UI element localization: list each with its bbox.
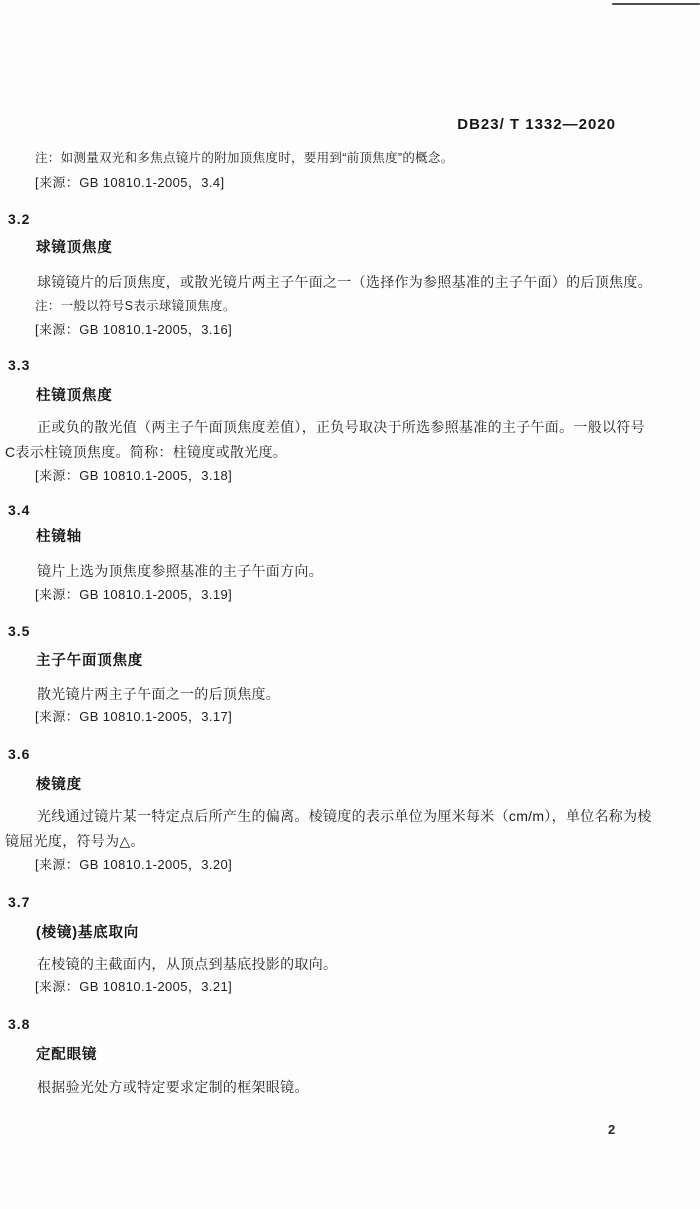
- source-line: [来源：GB 10810.1-2005，3.17]: [35, 709, 233, 724]
- section-number: 3.2: [8, 211, 31, 227]
- note-line: 注：如测量双光和多焦点镜片的附加顶焦度时，要用到“前顶焦度”的概念。: [35, 151, 454, 165]
- page-number: 2: [608, 1122, 616, 1137]
- section-number: 3.6: [8, 746, 31, 762]
- section-number: 3.5: [8, 623, 31, 639]
- term-heading: 主子午面顶焦度: [36, 653, 144, 669]
- term-heading: 柱镜轴: [36, 529, 82, 545]
- source-line: [来源：GB 10810.1-2005，3.18]: [35, 468, 233, 483]
- source-line: [来源：GB 10810.1-2005，3.20]: [35, 857, 233, 872]
- section-number: 3.3: [8, 357, 31, 373]
- section-number: 3.7: [8, 894, 31, 910]
- definition-line: 根据验光处方或特定要求定制的框架眼镜。: [37, 1079, 309, 1095]
- standard-code-header: DB23/ T 1332—2020: [457, 116, 616, 133]
- source-line: [来源：GB 10810.1-2005，3.16]: [35, 322, 233, 337]
- source-line: [来源：GB 10810.1-2005，3.19]: [35, 587, 233, 602]
- note-line: 注：一般以符号S表示球镜顶焦度。: [35, 299, 236, 313]
- term-heading: 定配眼镜: [36, 1047, 98, 1063]
- term-heading: (棱镜)基底取向: [36, 925, 140, 941]
- section-number: 3.4: [8, 502, 31, 518]
- definition-line: 在棱镜的主截面内，从顶点到基底投影的取向。: [37, 956, 338, 972]
- scan-artifact-line: [612, 3, 700, 5]
- term-heading: 柱镜顶焦度: [36, 388, 113, 404]
- definition-line: C表示柱镜顶焦度。简称：柱镜度或散光度。: [5, 444, 288, 460]
- definition-line: 球镜镜片的后顶焦度，或散光镜片两主子午面之一（选择作为参照基准的主子午面）的后顶焦度。: [37, 274, 652, 290]
- definition-line: 镜屈光度，符号为△。: [5, 833, 145, 849]
- term-heading: 球镜顶焦度: [36, 240, 113, 256]
- source-line: [来源：GB 10810.1-2005，3.21]: [35, 979, 233, 994]
- term-heading: 棱镜度: [36, 777, 82, 793]
- definition-line: 光线通过镜片某一特定点后所产生的偏离。棱镜度的表示单位为厘米每米（cm/m），单位名称为棱: [37, 808, 652, 824]
- definition-line: 正或负的散光值（两主子午面顶焦度差值），正负号取决于所选参照基准的主子午面。一般以符号: [37, 419, 645, 435]
- source-line: [来源：GB 10810.1-2005，3.4]: [35, 175, 225, 190]
- definition-line: 镜片上选为顶焦度参照基准的主子午面方向。: [37, 563, 323, 579]
- section-number: 3.8: [8, 1016, 31, 1032]
- definition-line: 散光镜片两主子午面之一的后顶焦度。: [37, 686, 281, 702]
